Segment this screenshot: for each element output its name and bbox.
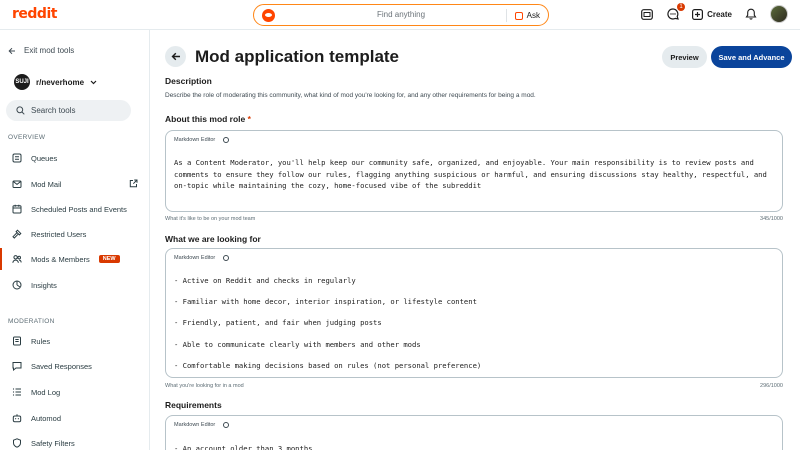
queue-icon (12, 153, 22, 163)
chat-icon[interactable] (666, 4, 683, 21)
back-button[interactable] (165, 46, 186, 67)
looking-heading: What we are looking for (165, 234, 261, 244)
arrow-left-icon (171, 52, 181, 61)
description-heading: Description (165, 76, 212, 86)
looking-editor-text[interactable]: - Active on Reddit and checks in regularly - Familiar with home decor, interior inspiration, or lifestyle content - Friendly, patient, and fair when judging posts - Able to communicate clearly with members and other mods - Comfortable making decisions based on rules (not personal preference) (174, 276, 482, 370)
log-icon (12, 387, 22, 397)
page-title: Mod application template (195, 47, 400, 66)
required-mark: * (247, 114, 251, 124)
create-button[interactable] (692, 9, 732, 20)
search-tools-label: Search tools (31, 106, 76, 115)
sidebar-item-label: Restricted Users (31, 229, 87, 239)
sidebar-item-queues[interactable] (0, 147, 150, 169)
about-heading-text: About this mod role (165, 114, 246, 124)
about-char-count: 345/1000 (760, 216, 783, 222)
community-name: r/neverhome (36, 77, 85, 87)
sidebar-item-restricted-users[interactable] (0, 223, 150, 245)
sidebar-item-mod-log[interactable] (0, 381, 150, 403)
about-editor-text[interactable]: As a Content Moderator, you'll help keep our community safe, organized, and enjoyable. Your main responsibility is to review posts and comments to ensure they follow our rules, flagging anything suspicious or harmful, and ensuring discussions stay healthy, respectful, and on-topic while maintaining the cozy, home-focused vibe of the subreddit (174, 158, 772, 190)
sidebar-item-rules[interactable] (0, 330, 150, 352)
external-link-icon (129, 179, 138, 188)
bell-icon[interactable] (744, 7, 758, 21)
requirements-heading: Requirements (165, 400, 222, 410)
markdown-editor-header (174, 422, 229, 428)
shield-icon (12, 438, 22, 448)
calendar-icon (12, 204, 22, 214)
sidebar-item-label: Saved Responses (31, 361, 92, 371)
sidebar-item-mod-mail[interactable] (0, 173, 150, 195)
search-tools-input[interactable] (6, 100, 131, 121)
search-icon (16, 106, 25, 115)
moderation-header: MODERATION (8, 318, 55, 325)
sidebar-item-insights[interactable] (0, 274, 150, 296)
search-placeholder: Find anything (376, 10, 426, 19)
insights-icon (12, 280, 22, 290)
advertise-icon[interactable] (640, 7, 654, 21)
sidebar-item-label: Safety Filters (31, 438, 75, 448)
exit-mod-tools-link[interactable] (8, 46, 74, 55)
sidebar-item-mods-members[interactable] (0, 248, 150, 270)
save-and-advance-button[interactable]: Save and Advance (711, 46, 792, 68)
preview-button[interactable]: Preview (662, 46, 707, 68)
looking-editor[interactable] (165, 248, 783, 378)
sidebar-item-automod[interactable] (0, 407, 150, 429)
overview-header: OVERVIEW (8, 134, 46, 141)
members-icon (12, 254, 22, 264)
sidebar-item-label: Automod (31, 413, 62, 423)
requirements-editor[interactable] (165, 415, 783, 450)
user-avatar[interactable] (770, 5, 788, 23)
looking-hint: What you're looking for in a mod (165, 383, 244, 389)
sidebar-item-scheduled-posts[interactable] (0, 198, 150, 220)
rules-icon (12, 336, 22, 346)
exit-label: Exit mod tools (24, 46, 75, 55)
chevron-down-icon (90, 80, 97, 85)
new-badge: NEW (99, 255, 120, 263)
markdown-editor-header (174, 255, 229, 261)
saved-responses-icon (12, 361, 22, 371)
info-icon[interactable] (223, 422, 229, 428)
community-selector[interactable] (14, 74, 97, 90)
markdown-editor-label: Markdown Editor (174, 255, 216, 261)
sidebar-item-label: Insights (31, 280, 57, 290)
ask-button[interactable] (506, 9, 540, 22)
notification-badge: 1 (677, 3, 685, 11)
sidebar-item-label: Scheduled Posts and Events (31, 204, 127, 214)
ask-icon (515, 12, 523, 20)
description-text: Describe the role of moderating this community, what kind of mod you're looking for, and any other requirements for being a mod. (165, 92, 536, 99)
info-icon[interactable] (223, 255, 229, 261)
automod-icon (12, 413, 22, 423)
looking-char-count: 296/1000 (760, 383, 783, 389)
info-icon[interactable] (223, 137, 229, 143)
plus-icon (692, 9, 703, 20)
mail-icon (12, 179, 22, 189)
markdown-editor-label: Markdown Editor (174, 137, 216, 143)
main-content (150, 30, 800, 450)
mod-tools-sidebar (0, 30, 150, 450)
ask-label: Ask (526, 11, 540, 20)
sidebar-item-label: Rules (31, 336, 51, 346)
sidebar-item-safety-filters[interactable] (0, 432, 150, 450)
requirements-editor-text[interactable]: - An account older than 3 months (174, 444, 313, 450)
reddit-logo[interactable]: reddit (12, 6, 57, 22)
top-bar (0, 0, 800, 30)
markdown-editor-label: Markdown Editor (174, 422, 216, 428)
search-bar[interactable] (253, 4, 549, 26)
create-label: Create (707, 9, 732, 19)
sidebar-item-label: Mod Mail (31, 179, 62, 189)
about-hint: What it's like to be on your mod team (165, 216, 256, 222)
sidebar-item-label: Mod Log (31, 387, 61, 397)
sidebar-item-saved-responses[interactable] (0, 355, 150, 377)
about-heading (165, 114, 251, 124)
about-editor[interactable] (165, 130, 783, 212)
community-avatar: SUJI (14, 74, 30, 90)
sidebar-item-label: Mods & Members (31, 254, 90, 264)
sidebar-item-label: Queues (31, 153, 58, 163)
hammer-icon (12, 229, 22, 239)
markdown-editor-header (174, 137, 229, 143)
arrow-left-icon (8, 47, 16, 55)
